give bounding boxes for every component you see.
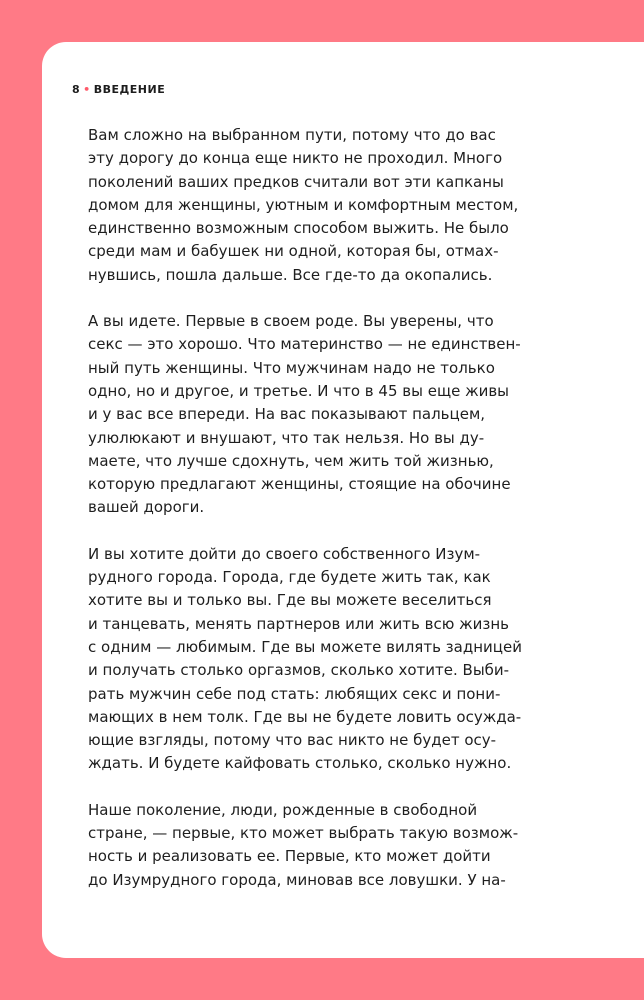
text-line: до Изумрудного города, миновав все ловушки. У на- <box>88 870 506 889</box>
text-line: хотите вы и только вы. Где вы можете веселиться <box>88 591 492 610</box>
text-line: мающих в нем толк. Где вы не будете ловить осужда- <box>88 707 522 726</box>
text-line: ность и реализовать ее. Первые, кто может дойти <box>88 847 491 866</box>
text-line: ный путь женщины. Что мужчинам надо не только <box>88 358 495 377</box>
text-line: стране, — первые, кто может выбрать такую возмож- <box>88 824 519 843</box>
text-line: маете, что лучше сдохнуть, чем жить той жизнью, <box>88 451 494 470</box>
paragraph-3 <box>88 543 598 776</box>
paragraph-2 <box>88 310 598 520</box>
text-line: с одним — любимым. Где вы можете вилять задницей <box>88 637 522 656</box>
text-line: улюлюкают и внушают, что так нельзя. Но вы ду- <box>88 428 485 447</box>
text-line: Вам сложно на выбранном пути, потому что до вас <box>88 126 496 144</box>
text-line: которую предлагают женщины, стоящие на обочине <box>88 475 511 494</box>
text-line: одно, но и другое, и третье. И что в 45 вы еще живы <box>88 381 510 400</box>
text-line: секс — это хорошо. Что материнство — не единствен- <box>88 335 521 354</box>
body-text <box>88 124 598 915</box>
bullet-separator: • <box>83 83 91 96</box>
section-title: ВВЕДЕНИЕ <box>93 83 166 96</box>
text-line: среди мам и бабушек ни одной, которая бы, отмах- <box>88 242 499 261</box>
text-line: поколений ваших предков считали вот эти капканы <box>88 172 504 191</box>
text-line: рудного города. Города, где будете жить так, как <box>88 568 491 587</box>
text-line: и танцевать, менять партнеров или жить всю жизнь <box>88 614 509 633</box>
text-line: вашей дороги. <box>88 498 205 517</box>
text-line: и у вас все впереди. На вас показывают пальцем, <box>88 405 486 424</box>
text-line: рать мужчин себе под стать: любящих секс и пони- <box>88 684 501 703</box>
text-line: ющие взгляды, потому что вас никто не будет осу- <box>88 731 497 750</box>
text-line: ждать. И будете кайфовать столько, сколько нужно. <box>88 754 512 773</box>
text-line: нувшись, пошла дальше. Все где-то да окопались. <box>88 265 493 284</box>
text-line: А вы идете. Первые в своем роде. Вы уверены, что <box>88 312 494 331</box>
text-line: Наше поколение, люди, рожденные в свободной <box>88 800 478 819</box>
paragraph-1 <box>88 124 598 287</box>
text-line: домом для женщины, уютным и комфортным местом, <box>88 195 519 214</box>
text-line: и получать столько оргазмов, сколько хотите. Выби- <box>88 661 510 680</box>
text-line: И вы хотите дойти до своего собственного Изум- <box>88 544 481 563</box>
text-line: единственно возможным способом выжить. Не было <box>88 219 509 238</box>
paragraph-4 <box>88 799 598 892</box>
running-head <box>72 83 165 96</box>
page-number: 8 <box>72 83 81 96</box>
text-line: эту дорогу до конца еще никто не проходил. Много <box>88 149 503 168</box>
